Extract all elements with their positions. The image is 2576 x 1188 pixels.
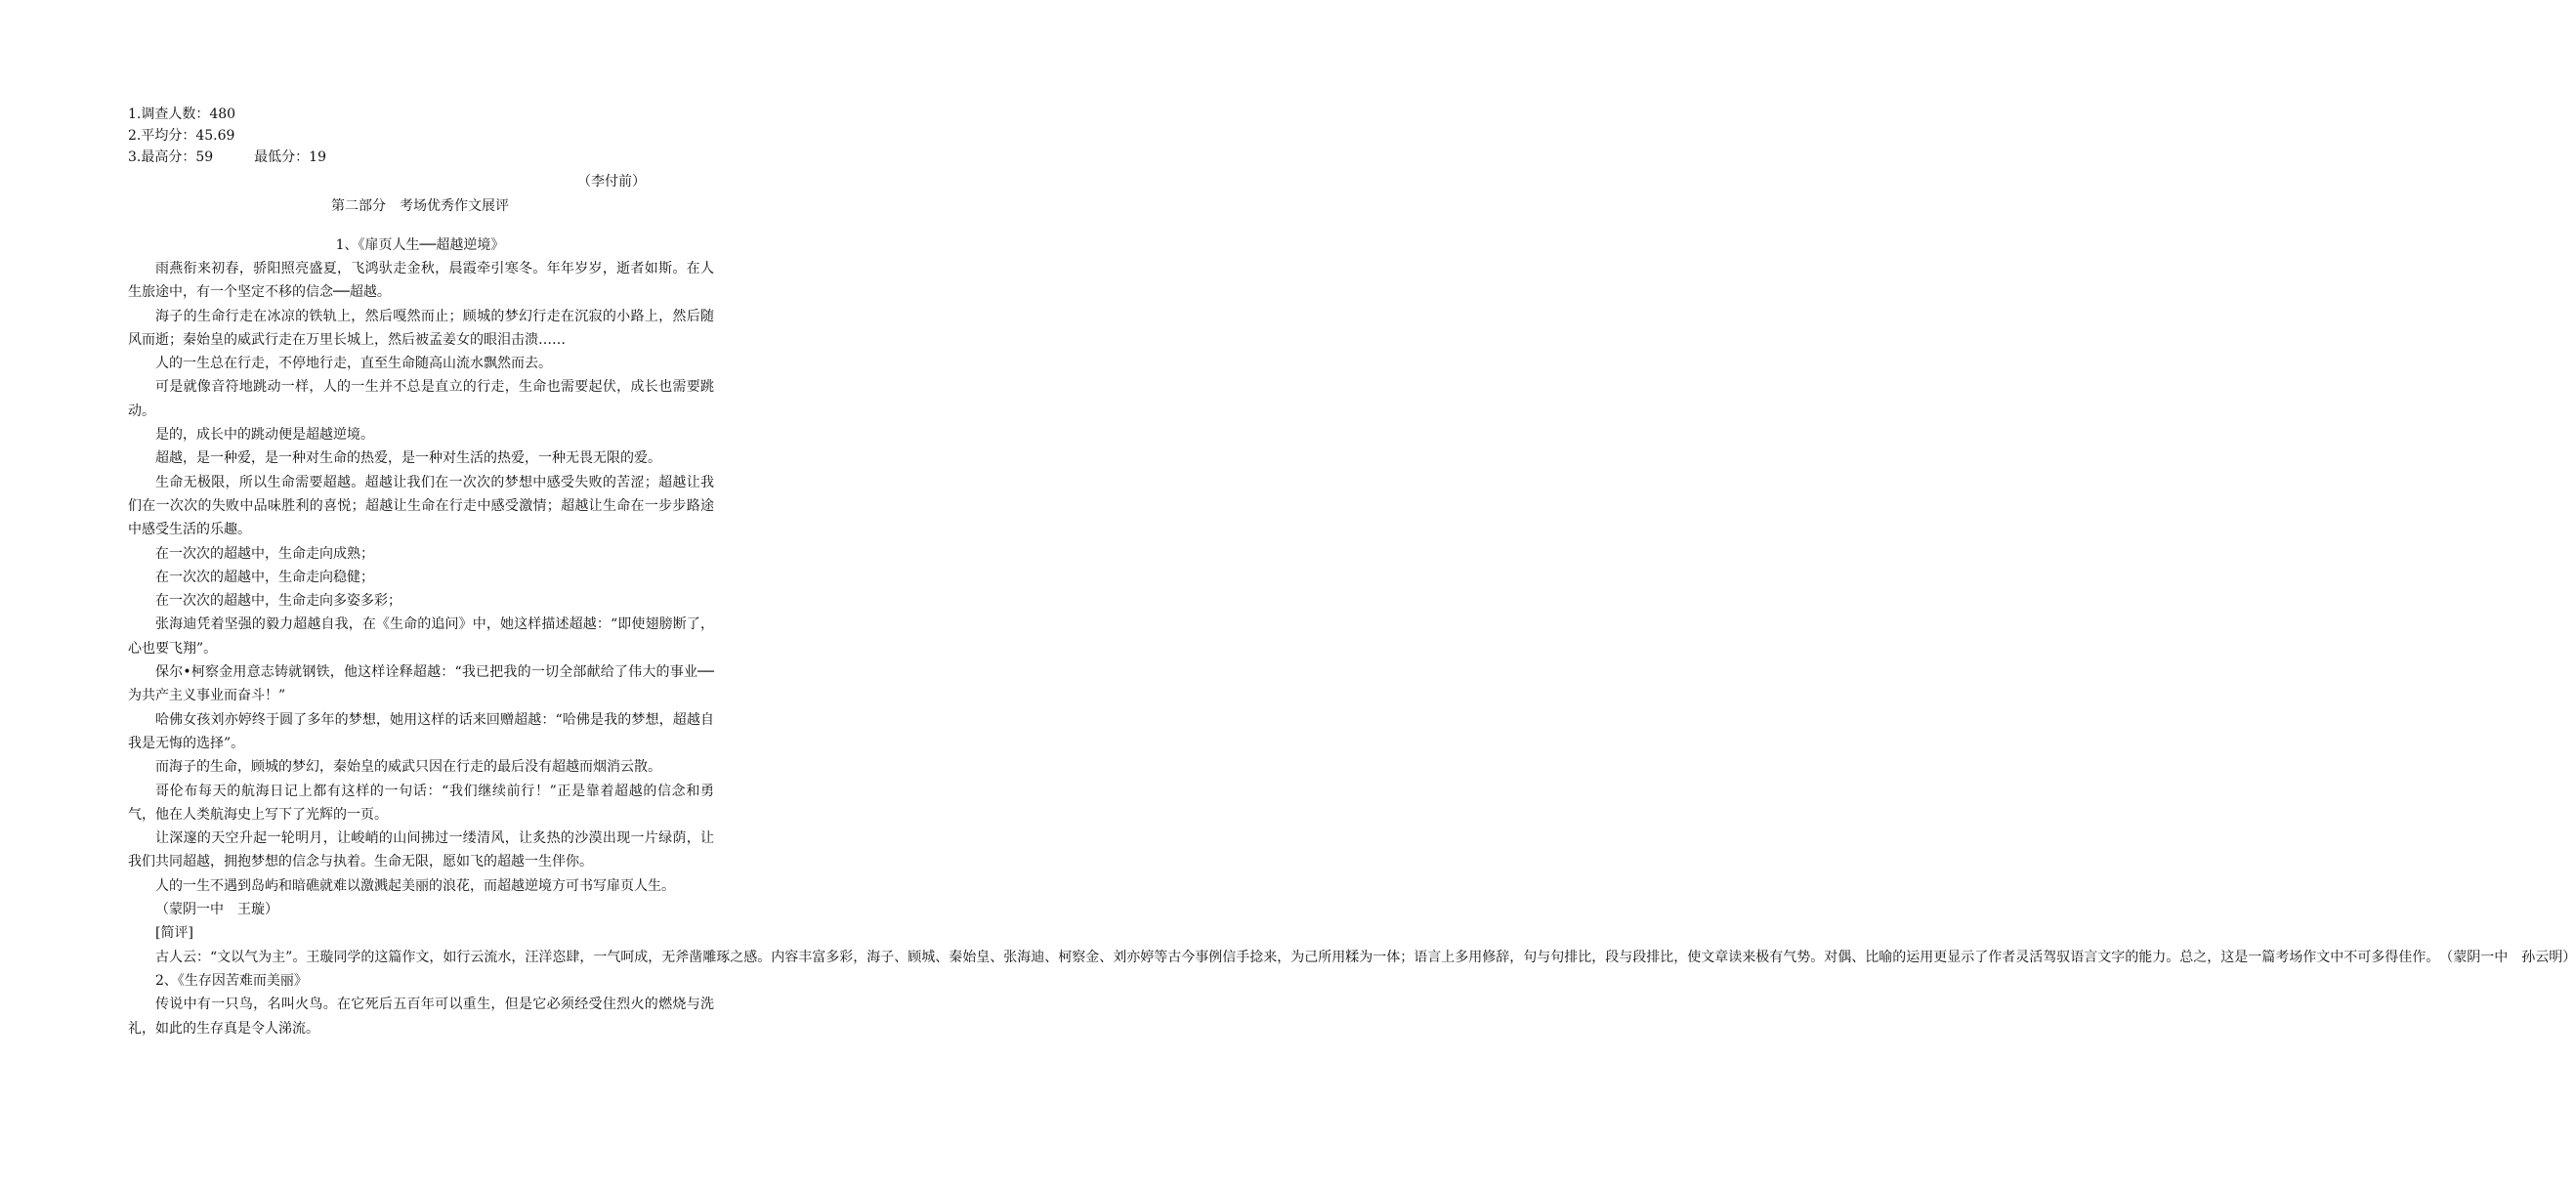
essay-1-paragraph: 保尔•柯察金用意志铸就钢铁，他这样诠释超越：“我已把我的一切全部献给了伟大的事业──为共产主义事业而奋斗！” [128, 664, 714, 704]
essay-1-paragraph: 人的一生总在行走，不停地行走，直至生命随高山流水飘然而去。 [155, 356, 552, 372]
survey-stats [128, 104, 326, 168]
section-author: （李付前） [577, 174, 646, 190]
essay-1-paragraph: 哥伦布每天的航海日记上都有这样的一句话：“我们继续前行！”正是靠着超越的信念和勇气，他在人类航海史上写下了光辉的一页。 [128, 783, 714, 823]
review-body: 古人云：“文以气为主”。王璇同学的这篇作文，如行云流水，汪洋恣肆，一气呵成，无斧凿雕琢之感。内容丰富多彩，海子、顾城、秦始皇、张海迪、柯察金、刘亦婷等古今事例信手捻来，为己所用糅为一体；语言上多用修辞，句与句排比，段与段排比，使文章读来极有气势。对偶、比喻的运用更显示了作者灵活驾驭语言文字的能力。总之，这是一篇考场作文中不可多得佳作。 [155, 949, 2433, 965]
essay-1-paragraph: 人的一生不遇到岛屿和暗礁就难以激溅起美丽的浪花，而超越逆境方可书写扉页人生。 [155, 877, 675, 894]
section-title: 第二部分 考场优秀作文展评 [331, 198, 509, 214]
essay-1-paragraph: 在一次次的超越中，生命走向多姿多彩； [155, 593, 401, 610]
essay-1-paragraph: 海子的生命行走在冰凉的铁轨上，然后嘎然而止；顾城的梦幻行走在沉寂的小路上，然后随风而逝；秦始皇的威武行走在万里长城上，然后被孟姜女的眼泪击溃…… [128, 308, 714, 348]
essay-1-paragraph: 可是就像音符地跳动一样，人的一生并不总是直立的行走，生命也需要起伏，成长也需要跳动。 [128, 379, 714, 419]
review-label: [简评] [155, 925, 193, 942]
essay-1-paragraph: 生命无极限，所以生命需要超越。超越让我们在一次次的梦想中感受失败的苦涩；超越让我们在一次次的失败中品味胜利的喜悦；超越让生命在行走中感受激情；超越让生命在一步步路途中感受生活的乐趣。 [128, 474, 714, 538]
stat-max-min: 3.最高分：59 最低分：19 [128, 149, 326, 165]
essay-2-paragraph: 传说中有一只鸟，名叫火鸟。在它死后五百年可以重生，但是它必须经受住烈火的燃烧与洗礼，如此的生存真是令人涕流。 [128, 997, 714, 1037]
essay-1-title: 1、《扉页人生──超越逆境》 [335, 237, 505, 253]
review-text [128, 946, 2576, 969]
essay-1-paragraph: 是的，成长中的跳动便是超越逆境。 [155, 427, 374, 444]
essay-1-paragraph: 在一次次的超越中，生命走向稳健； [155, 569, 374, 585]
essay-1-paragraph: 张海迪凭着坚强的毅力超越自我，在《生命的追问》中，她这样描述超越：“即使翅膀断了，心也要飞翔”。 [128, 616, 714, 657]
review-author: （蒙阴一中 孙云明） [2432, 949, 2576, 965]
essay-1-paragraph: 在一次次的超越中，生命走向成熟； [155, 545, 374, 562]
stat-respondents: 1.调查人数：480 [128, 106, 236, 122]
essay-2-title: 2、《生存因苦难而美丽》 [155, 972, 308, 989]
essay-1-paragraph: 让深邃的天空升起一轮明月，让峻峭的山间拂过一缕清风，让炙热的沙漠出现一片绿荫，让我们共同超越，拥抱梦想的信念与执着。生命无限，愿如飞的超越一生伴你。 [128, 830, 714, 870]
essay-1-paragraph: 超越，是一种爱，是一种对生命的热爱，是一种对生活的热爱，一种无畏无限的爱。 [155, 450, 661, 467]
essay-1-paragraph: 哈佛女孩刘亦婷终于圆了多年的梦想，她用这样的话来回赠超越：“哈佛是我的梦想，超越自我是无悔的选择”。 [128, 711, 714, 751]
essay-1-byline: （蒙阴一中 王璇） [155, 902, 278, 918]
essay-body [128, 257, 2576, 1040]
essay-1-paragraph: 而海子的生命，顾城的梦幻，秦始皇的威武只因在行走的最后没有超越而烟消云散。 [155, 759, 661, 776]
essay-1-paragraph: 雨燕衔来初春，骄阳照亮盛夏，飞鸿驮走金秋，晨霞牵引寒冬。年年岁岁，逝者如斯。在人生旅途中，有一个坚定不移的信念──超越。 [128, 261, 714, 301]
stat-average: 2.平均分：45.69 [128, 128, 235, 144]
